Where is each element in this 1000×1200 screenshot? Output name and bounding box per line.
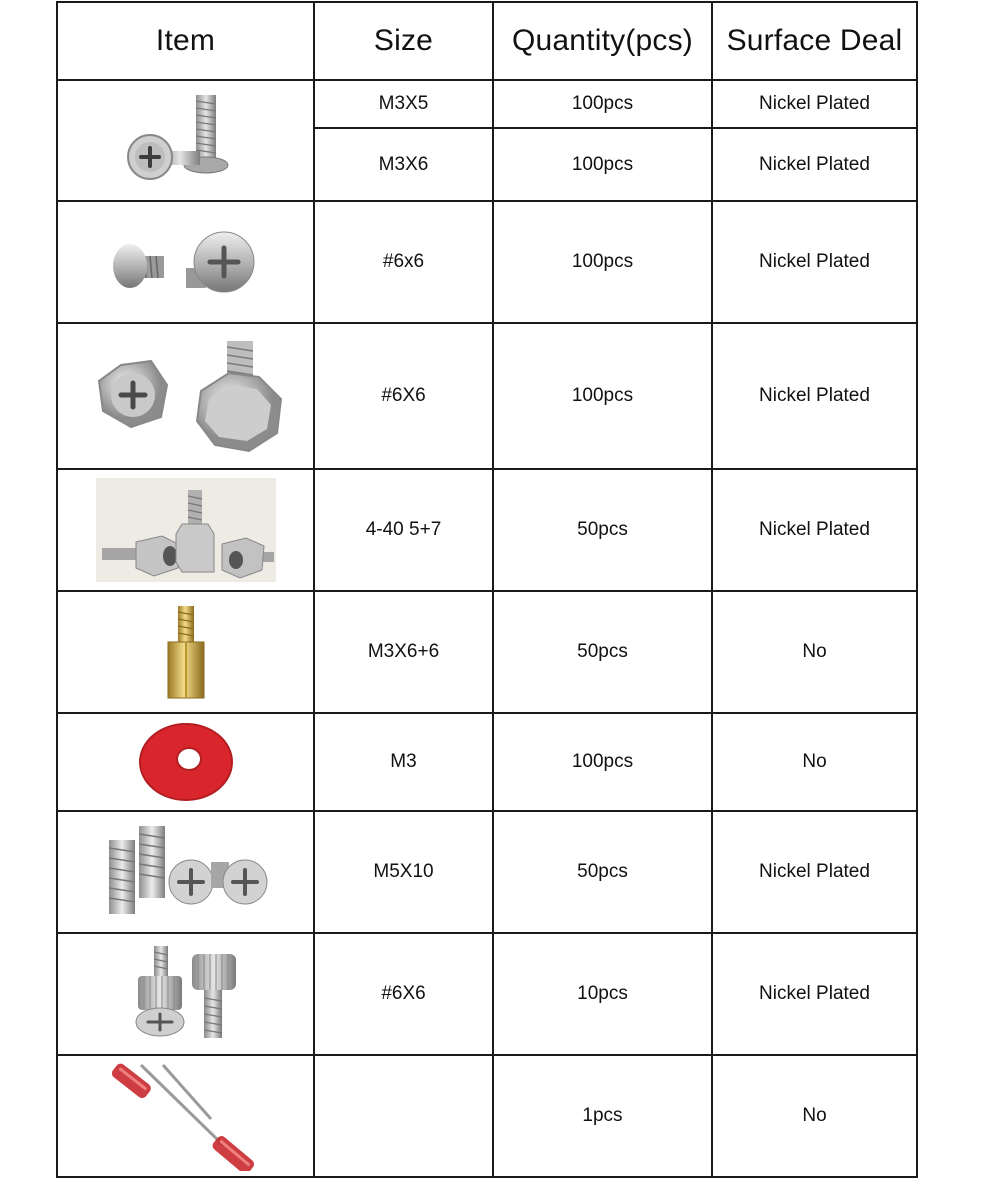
size-cell: M5X10 — [314, 811, 493, 933]
header-surface-deal: Surface Deal — [712, 2, 917, 80]
item-image-washer-head-screw — [57, 80, 314, 201]
size-cell: M3X6+6 — [314, 591, 493, 713]
surface-cell: No — [712, 1055, 917, 1177]
size-cell: M3X5 — [314, 80, 493, 128]
size-cell — [314, 1055, 493, 1177]
table-row — [57, 201, 917, 323]
hex-flange-screw-icon — [81, 333, 291, 459]
parts-spec-table — [56, 1, 918, 1178]
size-cell: 4-40 5+7 — [314, 469, 493, 591]
item-image-pan-head-screw — [57, 201, 314, 323]
surface-cell: Nickel Plated — [712, 811, 917, 933]
surface-cell: Nickel Plated — [712, 323, 917, 469]
quantity-cell: 100pcs — [493, 323, 712, 469]
item-image-hex-flange-screw — [57, 323, 314, 469]
quantity-cell: 50pcs — [493, 811, 712, 933]
header-quantity: Quantity(pcs) — [493, 2, 712, 80]
surface-cell: Nickel Plated — [712, 933, 917, 1055]
thumb-screw-icon — [126, 944, 246, 1044]
quantity-cell: 100pcs — [493, 128, 712, 201]
washer-head-screw-icon — [116, 89, 256, 193]
surface-cell: Nickel Plated — [712, 128, 917, 201]
table-row — [57, 811, 917, 933]
table-row — [57, 469, 917, 591]
quantity-cell: 100pcs — [493, 201, 712, 323]
header-size: Size — [314, 2, 493, 80]
quantity-cell: 1pcs — [493, 1055, 712, 1177]
surface-cell: Nickel Plated — [712, 80, 917, 128]
surface-cell: No — [712, 591, 917, 713]
item-image-flat-head-screw — [57, 811, 314, 933]
table-row — [57, 80, 917, 128]
surface-cell: No — [712, 713, 917, 811]
quantity-cell: 50pcs — [493, 591, 712, 713]
size-cell: #6X6 — [314, 323, 493, 469]
quantity-cell: 50pcs — [493, 469, 712, 591]
item-image-hex-standoff — [57, 469, 314, 591]
table-header-row — [57, 2, 917, 80]
screwdriver-icon — [111, 1061, 261, 1171]
red-fiber-washer-icon — [131, 719, 241, 805]
table-row — [57, 713, 917, 811]
item-image-thumb-screw — [57, 933, 314, 1055]
flat-head-screw-icon — [101, 822, 271, 922]
size-cell: M3 — [314, 713, 493, 811]
quantity-cell: 10pcs — [493, 933, 712, 1055]
brass-standoff-icon — [156, 602, 216, 702]
surface-cell: Nickel Plated — [712, 469, 917, 591]
table-row — [57, 323, 917, 469]
table-row — [57, 933, 917, 1055]
header-item: Item — [57, 2, 314, 80]
item-image-brass-standoff — [57, 591, 314, 713]
hex-standoff-icon — [96, 478, 276, 582]
size-cell: #6x6 — [314, 201, 493, 323]
quantity-cell: 100pcs — [493, 80, 712, 128]
quantity-cell: 100pcs — [493, 713, 712, 811]
pan-head-screw-icon — [106, 222, 266, 302]
size-cell: M3X6 — [314, 128, 493, 201]
size-cell: #6X6 — [314, 933, 493, 1055]
item-image-screwdriver — [57, 1055, 314, 1177]
table-row — [57, 1055, 917, 1177]
surface-cell: Nickel Plated — [712, 201, 917, 323]
table-row — [57, 591, 917, 713]
item-image-red-fiber-washer — [57, 713, 314, 811]
